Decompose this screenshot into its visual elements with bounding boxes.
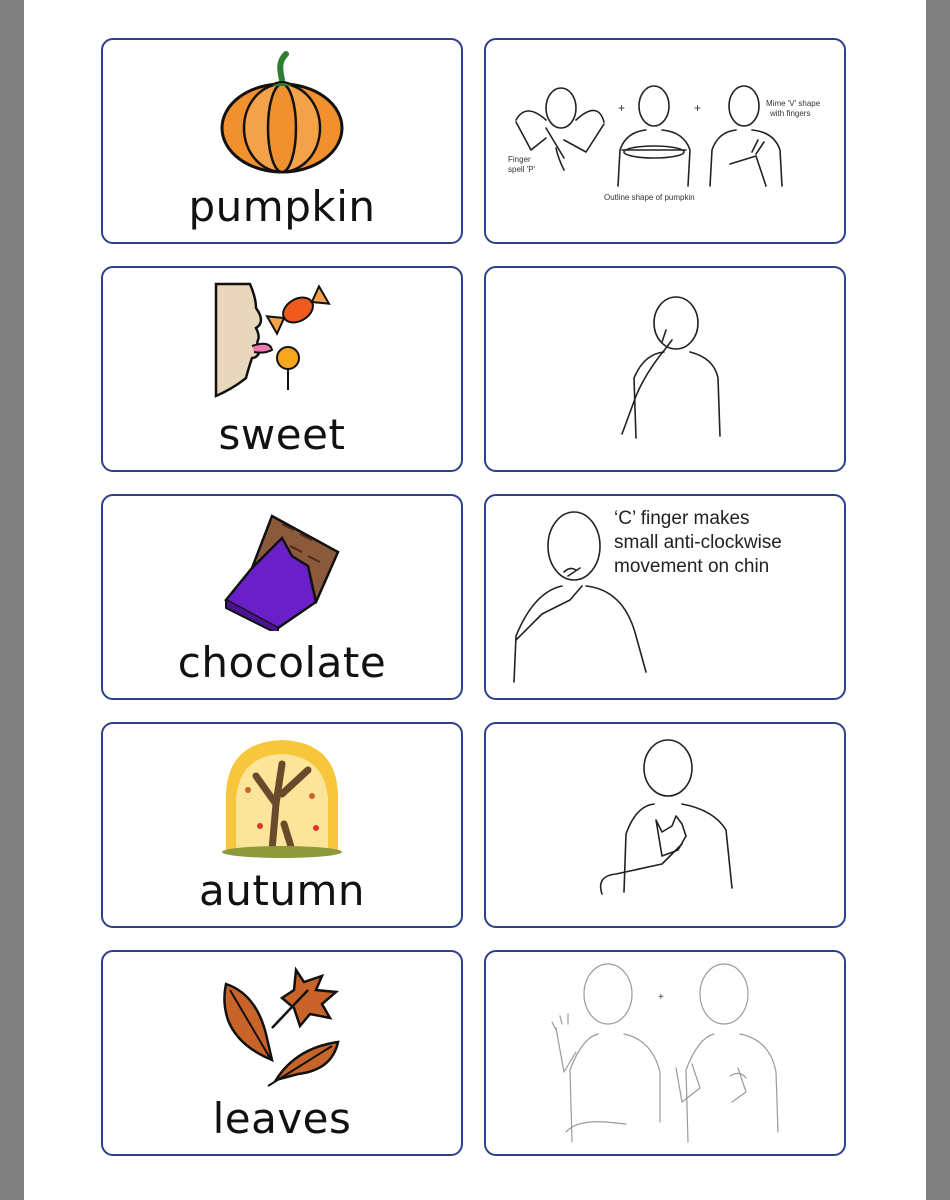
sign-note: + — [694, 101, 702, 115]
pumpkin-sign-illustration — [486, 40, 846, 244]
sign-card-autumn — [484, 722, 846, 928]
word-card-chocolate — [101, 494, 463, 700]
sweet-icon — [103, 278, 461, 410]
sign-card-leaves — [484, 950, 846, 1156]
word-label: pumpkin — [188, 182, 376, 231]
leaves-icon — [103, 962, 461, 1094]
sign-note: spell 'P' — [508, 165, 536, 174]
word-card-leaves — [101, 950, 463, 1156]
word-card-pumpkin — [101, 38, 463, 244]
sign-card-pumpkin — [484, 38, 846, 244]
sign-note: Outline shape of pumpkin — [604, 193, 695, 202]
word-label: chocolate — [177, 638, 387, 687]
autumn-tree-icon — [103, 734, 461, 866]
autumn-sign-illustration — [486, 724, 846, 928]
chocolate-icon — [103, 506, 461, 638]
sign-note: small anti-clockwise — [614, 532, 782, 553]
word-card-autumn — [101, 722, 463, 928]
sign-note: Mime 'V' shape — [766, 99, 821, 108]
sign-note: + — [618, 101, 626, 115]
leaves-sign-illustration — [486, 952, 846, 1156]
sign-card-sweet — [484, 266, 846, 472]
word-label: sweet — [218, 410, 346, 459]
sweet-sign-illustration — [486, 268, 846, 472]
word-label: leaves — [212, 1094, 352, 1143]
sign-note: movement on chin — [614, 556, 770, 577]
pumpkin-icon — [103, 50, 461, 182]
worksheet-page — [24, 0, 926, 1200]
sign-note: Finger — [508, 155, 531, 164]
sign-note: + — [658, 992, 664, 1003]
sign-card-chocolate — [484, 494, 846, 700]
word-label: autumn — [199, 866, 365, 915]
chocolate-sign-illustration — [486, 496, 846, 700]
sign-note: with fingers — [770, 109, 811, 118]
sign-note: ‘C’ finger makes — [614, 508, 750, 529]
word-card-sweet — [101, 266, 463, 472]
